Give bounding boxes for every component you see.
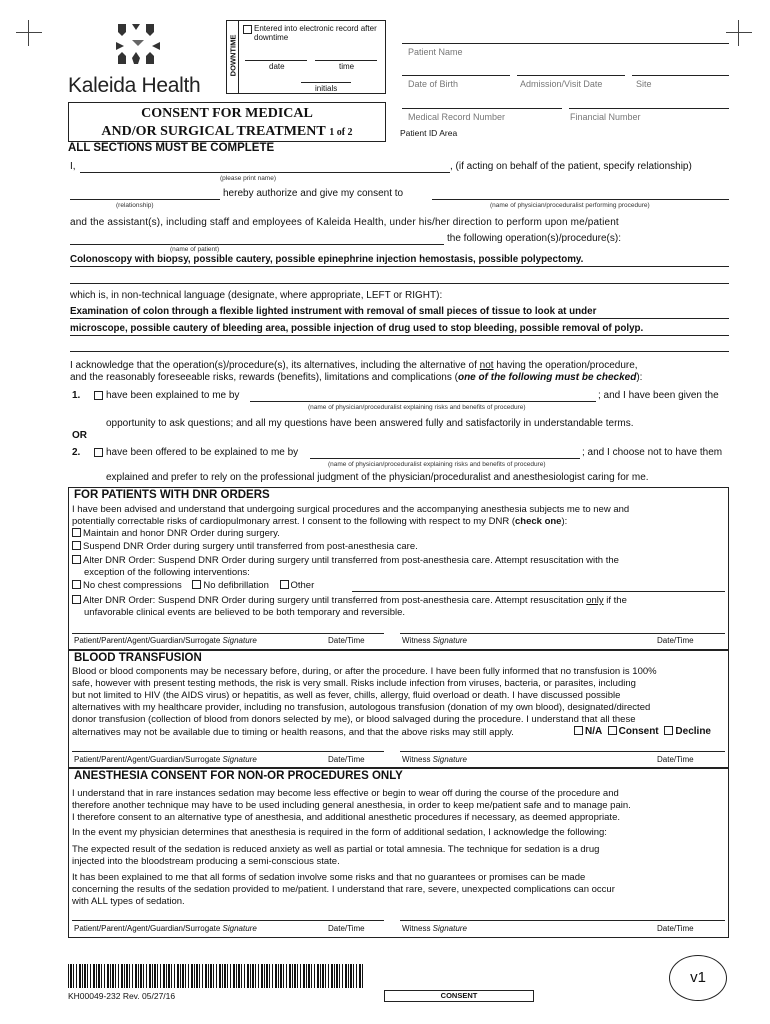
mrn-label: Medical Record Number bbox=[408, 112, 506, 122]
ack2-emphasis: one of the following must be checked bbox=[457, 372, 637, 383]
anesthesia-patient-signature-field[interactable] bbox=[72, 920, 384, 921]
nontechnical-line-2: microscope, possible cautery of bleeding area, possible injection of drug used to stop bleeding, possible removal of polyp. bbox=[70, 323, 644, 334]
dnr-alter1-checkbox[interactable] bbox=[72, 555, 81, 564]
time-caption: time bbox=[339, 62, 355, 71]
date-caption: date bbox=[269, 62, 285, 71]
anesthesia-patient-signature-label bbox=[74, 924, 257, 933]
patient-caption: (name of patient) bbox=[170, 246, 220, 253]
witness-b: Signature bbox=[432, 636, 467, 645]
performing-physician-caption: (name of physician/proceduralist performing procedure) bbox=[490, 202, 650, 209]
dnr-option-maintain[interactable] bbox=[72, 528, 280, 540]
acknowledge-line-1 bbox=[70, 360, 638, 372]
sig-label-a: Patient/Parent/Agent/Guardian/Surrogate bbox=[74, 636, 223, 645]
admission-date-field[interactable] bbox=[517, 75, 625, 76]
blood-line-3: but not limited to HIV (the AIDS virus) or hepatitis, as well as fever, chills, allergy, fluid overload or death. I have discussed possible bbox=[72, 690, 621, 701]
dnr-maintain-label: Maintain and honor DNR Order during surgery. bbox=[83, 528, 280, 539]
option-1-checkbox[interactable] bbox=[94, 391, 103, 400]
witness-b: Signature bbox=[432, 755, 467, 764]
form-type-box bbox=[384, 990, 534, 1002]
anesthesia-p3-line-1: The expected result of the sedation is reduced anxiety as well as partial or total amnesia. The technique for sedation is a drug bbox=[72, 844, 600, 855]
nontechnical-intro: which is, in non-technical language (designate, where appropriate, LEFT or RIGHT): bbox=[70, 290, 443, 301]
no-defibrillation-checkbox[interactable] bbox=[192, 580, 201, 589]
option-1-text: have been explained to me by bbox=[106, 390, 240, 401]
explaining-caption-2: (name of physician/proceduralist explaining risks and benefits of procedure) bbox=[328, 461, 546, 468]
form-id: KH00049-232 Rev. 05/27/16 bbox=[68, 991, 176, 1001]
barcode bbox=[68, 964, 364, 988]
witness-a: Witness bbox=[402, 636, 433, 645]
downtime-box bbox=[226, 20, 386, 94]
mrn-field[interactable] bbox=[402, 108, 562, 109]
title-box bbox=[68, 102, 386, 142]
dnr-patient-signature-field[interactable] bbox=[72, 633, 384, 634]
anesthesia-p1-line-3: I therefore consent to an alternative type of anesthesia, and additional anesthetic procedures if necessary, as deemed appropriate. bbox=[72, 812, 620, 823]
anesthesia-p4-line-2: concerning the results of the sedation provided to me/patient. I understand that rare, severe, unexpected complications can occur bbox=[72, 884, 615, 895]
blood-na-label: N/A bbox=[585, 726, 602, 737]
electronic-record-checkbox[interactable] bbox=[243, 25, 252, 34]
version-badge bbox=[669, 955, 727, 1001]
dob-field[interactable] bbox=[402, 75, 510, 76]
dnr-option-alter-2[interactable] bbox=[72, 595, 627, 607]
no-chest-compressions-checkbox[interactable] bbox=[72, 580, 81, 589]
anesthesia-p1-line-2: therefore another technique may have to be used including general anesthesia, in order to keep me/patient safe and to manage pain. bbox=[72, 800, 631, 811]
option-1-number: 1. bbox=[72, 390, 81, 401]
patient-id-area-label: Patient ID Area bbox=[400, 128, 458, 138]
admission-date-label: Admission/Visit Date bbox=[520, 79, 603, 89]
anesthesia-p2: In the event my physician determines that anesthesia is required in the form of additional sedation, I acknowledge the following: bbox=[72, 827, 607, 838]
blood-datetime-label: Date/Time bbox=[328, 755, 365, 764]
blood-title: BLOOD TRANSFUSION bbox=[74, 652, 202, 664]
dnr-witness-label bbox=[402, 636, 467, 645]
dnr-alter-1-continued: exception of the following interventions: bbox=[84, 567, 250, 578]
witness-a: Witness bbox=[402, 755, 433, 764]
dnr-intro-2-text: potentially correctable risks of cardiopulmonary arrest. I consent to the following with respect to my DNR ( bbox=[72, 516, 515, 527]
downtime-date-field[interactable] bbox=[245, 60, 307, 61]
option-2-end: ; and I choose not to have them bbox=[582, 447, 723, 458]
dnr-intro-2-end: ): bbox=[561, 516, 568, 527]
downtime-label: DOWNTIME bbox=[228, 34, 238, 77]
blood-consent-checkbox[interactable] bbox=[608, 726, 617, 735]
anesthesia-witness-datetime-label: Date/Time bbox=[657, 924, 694, 933]
offered-physician-field[interactable] bbox=[310, 458, 580, 459]
dnr-alter2-label: Alter DNR Order: Suspend DNR Order during surgery until transferred from post-anesthesia care. Attempt resuscitation bbox=[83, 595, 587, 606]
dnr-check-one: check one bbox=[515, 516, 562, 527]
dnr-interventions-row bbox=[72, 580, 314, 592]
acknowledge-line-2 bbox=[70, 372, 642, 384]
form-title-line2 bbox=[69, 124, 385, 140]
other-label: Other bbox=[290, 580, 315, 591]
dnr-alter1-label: Alter DNR Order: Suspend DNR Order during surgery until transferred from post-anesthesia care. Attempt resuscitation with the bbox=[83, 555, 619, 566]
financial-number-field[interactable] bbox=[569, 108, 729, 109]
nontechnical-field-3[interactable] bbox=[70, 351, 729, 352]
ack-not: not bbox=[479, 360, 494, 371]
dnr-datetime-label: Date/Time bbox=[328, 636, 365, 645]
patient-name-field[interactable] bbox=[402, 43, 729, 44]
dnr-alter2-checkbox[interactable] bbox=[72, 595, 81, 604]
blood-line-1: Blood or blood components may be necessary before, during, or after the procedure. I have been fully informed that no transfusion is 100% bbox=[72, 666, 657, 677]
initials-caption: initials bbox=[315, 84, 338, 93]
nontechnical-field-1[interactable] bbox=[70, 318, 729, 319]
sig-label-b: Signature bbox=[222, 636, 257, 645]
instructions-heading: ALL SECTIONS MUST BE COMPLETE bbox=[68, 142, 275, 154]
crop-mark-top-left bbox=[16, 20, 42, 46]
blood-patient-signature-label bbox=[74, 755, 257, 764]
dnr-only: only bbox=[586, 595, 604, 606]
blood-witness-signature-field[interactable] bbox=[400, 751, 725, 752]
no-chest-label: No chest compressions bbox=[83, 580, 182, 591]
print-name-field[interactable] bbox=[80, 172, 450, 173]
authorize-text: hereby authorize and give my consent to bbox=[223, 188, 404, 199]
ack-text-a: I acknowledge that the operation(s)/procedure(s), its alternatives, including the alternative of bbox=[70, 360, 480, 371]
form-title-text: AND/OR SURGICAL TREATMENT bbox=[101, 124, 326, 139]
or-label: OR bbox=[72, 430, 87, 441]
procedure-field[interactable] bbox=[70, 266, 729, 267]
site-label: Site bbox=[636, 79, 652, 89]
page-number: 1 of 2 bbox=[329, 127, 353, 138]
i-label: I, bbox=[70, 161, 76, 172]
blood-witness-datetime-label: Date/Time bbox=[657, 755, 694, 764]
relationship-field[interactable] bbox=[70, 199, 220, 200]
explaining-physician-field[interactable] bbox=[250, 401, 596, 402]
procedure-text: Colonoscopy with biopsy, possible cautery, possible epinephrine injection hemostasis, possible polypectomy. bbox=[70, 254, 584, 265]
dnr-witness-signature-field[interactable] bbox=[400, 633, 725, 634]
other-checkbox[interactable] bbox=[280, 580, 289, 589]
kaleida-logo bbox=[112, 22, 164, 74]
blood-line-2: safe, however with present testing methods, the risk is very small. Risks include infection from viruses, bacteria, or parasites, including bbox=[72, 678, 636, 689]
anesthesia-datetime-label: Date/Time bbox=[328, 924, 365, 933]
downtime-initials-field[interactable] bbox=[301, 82, 351, 83]
blood-line-4: alternatives with my healthcare provider, including no transfusion, autologous transfusion (donation of my own blood), designated/directed bbox=[72, 702, 651, 713]
anesthesia-witness-signature-field[interactable] bbox=[400, 920, 725, 921]
anesthesia-p4-line-1: It has been explained to me that all forms of sedation involve some risks and that no guarantees or promises can be made bbox=[72, 872, 586, 883]
other-intervention-field[interactable] bbox=[352, 591, 725, 592]
dnr-suspend-checkbox[interactable] bbox=[72, 541, 81, 550]
blood-choice-row bbox=[574, 726, 711, 738]
ack2-text-b: ): bbox=[636, 372, 643, 383]
dob-label: Date of Birth bbox=[408, 79, 459, 89]
sig-label-b: Signature bbox=[222, 924, 257, 933]
form-type-label: CONSENT bbox=[440, 991, 478, 1000]
dnr-alter-2-continued: unfavorable clinical events are believed to be both temporary and reversible. bbox=[84, 607, 406, 618]
dnr-witness-datetime-label: Date/Time bbox=[657, 636, 694, 645]
sig-label-a: Patient/Parent/Agent/Guardian/Surrogate bbox=[74, 755, 223, 764]
nontechnical-field-2[interactable] bbox=[70, 335, 729, 336]
patient-name-label: Patient Name bbox=[408, 47, 463, 57]
dnr-alter2-end: if the bbox=[603, 595, 627, 606]
sig-label-a: Patient/Parent/Agent/Guardian/Surrogate bbox=[74, 924, 223, 933]
dnr-option-suspend[interactable] bbox=[72, 541, 418, 553]
ack-text-b: having the operation/procedure, bbox=[493, 360, 638, 371]
blood-line-5: donor transfusion (collection of blood from donors selected by me), or blood salvaged during the procedure. I understand that all these bbox=[72, 714, 636, 725]
dnr-patient-signature-label bbox=[74, 636, 257, 645]
version-label: v1 bbox=[690, 969, 706, 986]
dnr-maintain-checkbox[interactable] bbox=[72, 528, 81, 537]
financial-number-label: Financial Number bbox=[570, 112, 641, 122]
downtime-checkbox-label: Entered into electronic record after downtime bbox=[254, 24, 377, 42]
site-field[interactable] bbox=[632, 75, 729, 76]
witness-b: Signature bbox=[432, 924, 467, 933]
performing-physician-field[interactable] bbox=[432, 199, 729, 200]
following-text: the following operation(s)/procedure(s): bbox=[447, 233, 621, 244]
option-1-end: ; and I have been given the bbox=[598, 390, 719, 401]
dnr-option-alter-1[interactable] bbox=[72, 555, 619, 567]
explaining-caption-1: (name of physician/proceduralist explaining risks and benefits of procedure) bbox=[308, 404, 526, 411]
procedure-field-extra[interactable] bbox=[70, 283, 729, 284]
dnr-title: FOR PATIENTS WITH DNR ORDERS bbox=[74, 489, 270, 501]
downtime-side-label bbox=[227, 21, 239, 93]
anesthesia-p1-line-1: I understand that in rare instances sedation may become less effective or begin to wear off during the course of the procedure and bbox=[72, 788, 619, 799]
anesthesia-p4-line-3: with ALL types of sedation. bbox=[72, 896, 185, 907]
downtime-time-field[interactable] bbox=[315, 60, 377, 61]
option-1-continued: opportunity to ask questions; and all my questions have been answered fully and satisfactorily in understandable terms. bbox=[106, 418, 634, 429]
behalf-text: , (if acting on behalf of the patient, specify relationship) bbox=[450, 161, 692, 172]
blood-na-checkbox[interactable] bbox=[574, 726, 583, 735]
option-2-continued: explained and prefer to rely on the professional judgment of the physician/proceduralist and anesthesiologist caring for me. bbox=[106, 472, 649, 483]
relationship-caption: (relationship) bbox=[116, 202, 154, 209]
blood-line-6: alternatives may not be available due to timing or health reasons, and that the above risks may still apply. bbox=[72, 727, 514, 738]
dnr-suspend-label: Suspend DNR Order during surgery until transferred from post-anesthesia care. bbox=[83, 541, 418, 552]
option-2-checkbox[interactable] bbox=[94, 448, 103, 457]
print-name-caption: (please print name) bbox=[220, 175, 276, 182]
dnr-intro-1: I have been advised and understand that undergoing surgical procedures and the accompanying anesthesia subjects me to new and bbox=[72, 504, 630, 515]
option-2-text: have been offered to be explained to me by bbox=[106, 447, 299, 458]
sig-label-b: Signature bbox=[222, 755, 257, 764]
nontechnical-line-1: Examination of colon through a flexible lighted instrument with removal of small pieces of tissue to look at under bbox=[70, 306, 597, 317]
blood-consent-label: Consent bbox=[618, 726, 659, 737]
ack2-text-a: and the reasonably foreseeable risks, rewards (benefits), limitations and complications ( bbox=[70, 372, 458, 383]
blood-decline-label: Decline bbox=[675, 726, 711, 737]
logo-mark-icon bbox=[112, 22, 164, 74]
no-defib-label: No defibrillation bbox=[203, 580, 269, 591]
assistants-text: and the assistant(s), including staff and employees of Kaleida Health, under his/her direction to perform upon me/patient bbox=[70, 217, 619, 228]
witness-a: Witness bbox=[402, 924, 433, 933]
blood-patient-signature-field[interactable] bbox=[72, 751, 384, 752]
patient-name-consent-field[interactable] bbox=[70, 244, 444, 245]
dnr-intro-2 bbox=[72, 516, 567, 528]
crop-mark-top-right bbox=[726, 20, 752, 46]
option-2-number: 2. bbox=[72, 447, 81, 458]
anesthesia-p3-line-2: injected into the bloodstream producing a semi-conscious state. bbox=[72, 856, 340, 867]
anesthesia-title: ANESTHESIA CONSENT FOR NON-OR PROCEDURES ONLY bbox=[74, 770, 403, 782]
logo-text: Kaleida Health bbox=[68, 74, 201, 97]
anesthesia-witness-label bbox=[402, 924, 467, 933]
blood-decline-checkbox[interactable] bbox=[664, 726, 673, 735]
form-title-line1: CONSENT FOR MEDICAL bbox=[141, 106, 313, 121]
blood-witness-label bbox=[402, 755, 467, 764]
